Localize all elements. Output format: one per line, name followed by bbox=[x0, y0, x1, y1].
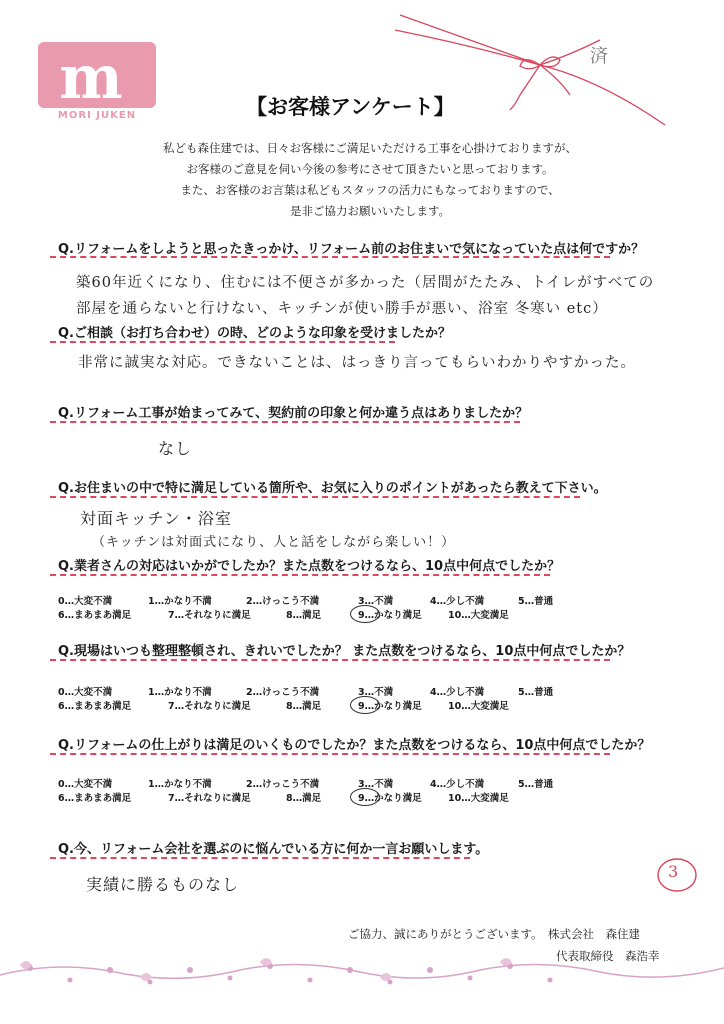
intro-line: また、お客様のお言葉は私どもスタッフの活力にもなっておりますので、 bbox=[180, 183, 560, 197]
score-scale-7 bbox=[58, 776, 618, 806]
scale-option: 4…少し不満 bbox=[430, 596, 485, 607]
scale-option: 8…満足 bbox=[286, 701, 322, 712]
selected-score-circle bbox=[350, 788, 380, 806]
survey-title: 【お客様アンケート】 bbox=[246, 95, 455, 119]
question-3: Q.リフォーム工事が始まってみて、契約前の印象と何か違う点はありましたか？ bbox=[58, 406, 529, 421]
answer-1-line-2: 部屋を通らないと行けない、キッチンが使い勝手が悪い、浴室 冬寒い etc） bbox=[76, 301, 608, 317]
scale-option: 5…普通 bbox=[518, 687, 554, 698]
intro-line: 私ども森住建では、日々お客様にご満足いただける工事を心掛けておりますが、 bbox=[163, 141, 577, 155]
question-7-underline bbox=[50, 753, 610, 755]
question-5-underline bbox=[50, 574, 550, 576]
scale-option: 0…大変不満 bbox=[58, 687, 113, 698]
scale-option: 5…普通 bbox=[518, 596, 554, 607]
scale-option: 8…満足 bbox=[286, 793, 322, 804]
scale-option: 10…大変満足 bbox=[448, 610, 509, 621]
company-logo bbox=[32, 42, 162, 122]
question-6: Q.現場はいつも整理整頓され、きれいでしたか？ また点数をつけるなら、10点中何点でしたか？ bbox=[58, 644, 631, 659]
scale-option: 3…不満 bbox=[358, 687, 394, 698]
scale-option: 3…不満 bbox=[358, 779, 394, 790]
scale-option: 2…けっこう不満 bbox=[246, 596, 320, 607]
scale-option: 0…大変不満 bbox=[58, 596, 113, 607]
representative-name: 代表取締役 森浩幸 bbox=[556, 949, 660, 963]
scale-option: 10…大変満足 bbox=[448, 793, 509, 804]
scale-option: 9…かなり満足 bbox=[358, 793, 422, 804]
scale-option: 10…大変満足 bbox=[448, 701, 509, 712]
question-6-underline bbox=[50, 659, 610, 661]
question-5: Q.業者さんの対応はいかがでしたか？また点数をつけるなら、10点中何点でしたか？ bbox=[58, 559, 561, 574]
scale-option: 5…普通 bbox=[518, 779, 554, 790]
scale-option: 7…それなりに満足 bbox=[168, 610, 251, 621]
score-mark-text: 3 bbox=[668, 862, 680, 881]
logo-letter: m bbox=[59, 43, 123, 113]
question-1: Q.リフォームをしようと思ったきっかけ、リフォーム前のお住まいで気になっていた点は何ですか？ bbox=[58, 242, 645, 257]
company-name: 株式会社 森住建 bbox=[548, 927, 640, 941]
handwritten-mark: 済 bbox=[590, 46, 609, 67]
scale-option: 1…かなり不満 bbox=[148, 596, 212, 607]
answer-2-line-1: 非常に誠実な対応。できないことは、はっきり言ってもらいわかりやすかった。 bbox=[78, 355, 636, 371]
answer-3-line-1: なし bbox=[158, 439, 193, 458]
floral-border bbox=[0, 940, 724, 1000]
scale-option: 6…まあまあ満足 bbox=[58, 610, 132, 621]
selected-score-circle bbox=[350, 696, 380, 714]
question-8-underline bbox=[50, 857, 470, 859]
scale-option: 7…それなりに満足 bbox=[168, 701, 251, 712]
question-2: Q.ご相談（お打ち合わせ）の時、どのような印象を受けましたか？ bbox=[58, 326, 451, 341]
question-4-underline bbox=[50, 496, 580, 498]
scale-option: 6…まあまあ満足 bbox=[58, 793, 132, 804]
question-7: Q.リフォームの仕上がりは満足のいくものでしたか？また点数をつけるなら、10点中何点でしたか？ bbox=[58, 738, 651, 753]
question-2-underline bbox=[50, 341, 395, 343]
question-8: Q.今、リフォーム会社を選ぶのに悩んでいる方に何か一言お願いします。 bbox=[58, 842, 489, 857]
scale-option: 2…けっこう不満 bbox=[246, 687, 320, 698]
score-scale-5 bbox=[58, 593, 618, 623]
scale-option: 6…まあまあ満足 bbox=[58, 701, 132, 712]
thanks-text: ご協力、誠にありがとうございます。 bbox=[348, 927, 543, 941]
intro-line: お客様のご意見を伺い今後の参考にさせて頂きたいと思っております。 bbox=[186, 162, 554, 176]
scale-option: 8…満足 bbox=[286, 610, 322, 621]
scale-option: 9…かなり満足 bbox=[358, 610, 422, 621]
scale-option: 2…けっこう不満 bbox=[246, 779, 320, 790]
scale-option: 4…少し不満 bbox=[430, 779, 485, 790]
answer-1-line-1: 築60年近くになり、住むには不便さが多かった（居間がたたみ、トイレがすべての bbox=[76, 275, 655, 291]
scale-option: 0…大変不満 bbox=[58, 779, 113, 790]
intro-line: 是非ご協力お願いいたします。 bbox=[289, 204, 451, 218]
selected-score-circle bbox=[350, 605, 380, 623]
question-4: Q.お住まいの中で特に満足している箇所や、お気に入りのポイントがあったら教えて下さい。 bbox=[58, 481, 607, 496]
question-1-underline bbox=[50, 256, 610, 258]
scale-option: 1…かなり不満 bbox=[148, 687, 212, 698]
scale-option: 4…少し不満 bbox=[430, 687, 485, 698]
intro-text bbox=[100, 138, 640, 222]
scale-option: 1…かなり不満 bbox=[148, 779, 212, 790]
answer-4-line-2: （キッチンは対面式になり、人と話をしながら楽しい！） bbox=[92, 535, 456, 550]
answer-8-line-1: 実績に勝るものなし bbox=[86, 875, 240, 894]
scale-option: 9…かなり満足 bbox=[358, 701, 422, 712]
logo-text: MORI JUKEN bbox=[57, 110, 137, 121]
scale-option: 7…それなりに満足 bbox=[168, 793, 251, 804]
question-3-underline bbox=[50, 421, 520, 423]
answer-4-line-1: 対面キッチン・浴室 bbox=[80, 509, 232, 528]
score-scale-6 bbox=[58, 684, 618, 714]
scale-option: 3…不満 bbox=[358, 596, 394, 607]
